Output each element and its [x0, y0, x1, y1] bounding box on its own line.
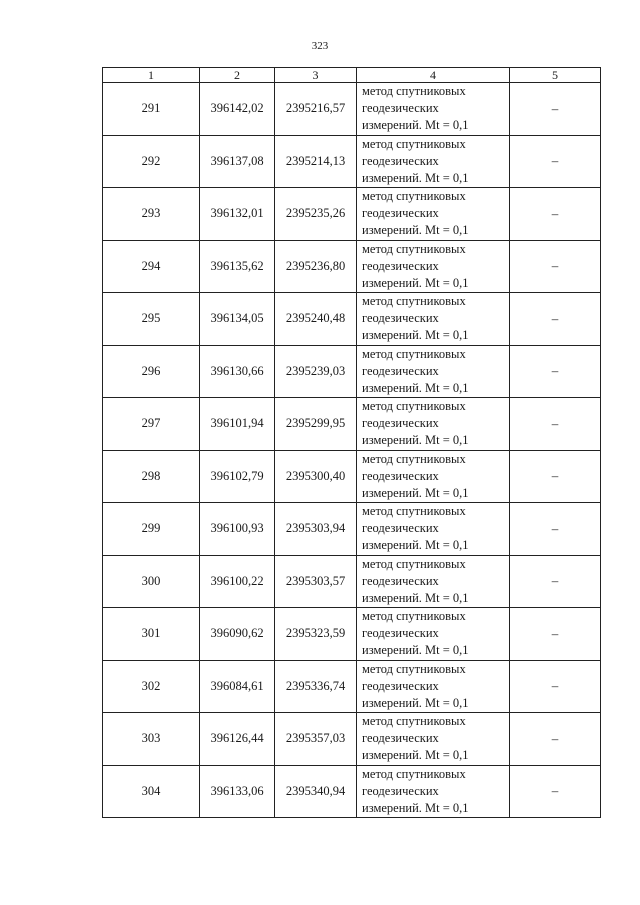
- method-line-2: геодезических: [362, 258, 439, 273]
- method-cell: [357, 608, 510, 661]
- method-line-3: измерений. Mt = 0,1: [362, 485, 469, 500]
- table-row: [103, 398, 601, 451]
- point-number-cell: 292: [103, 135, 200, 188]
- note-cell: –: [510, 713, 601, 766]
- column-header-4: 4: [357, 68, 510, 83]
- method-line-1: метод спутниковых: [362, 451, 466, 466]
- point-number-cell: 303: [103, 713, 200, 766]
- coordinates-table: [102, 67, 601, 818]
- y-coordinate-cell: 2395235,26: [275, 188, 357, 241]
- y-coordinate-cell: 2395239,03: [275, 345, 357, 398]
- x-coordinate-cell: 396084,61: [200, 660, 275, 713]
- table-row: [103, 608, 601, 661]
- method-line-1: метод спутниковых: [362, 504, 466, 519]
- x-coordinate-cell: 396134,05: [200, 293, 275, 346]
- table-row: [103, 83, 601, 136]
- method-line-2: геодезических: [362, 153, 439, 168]
- method-line-3: измерений. Mt = 0,1: [362, 380, 469, 395]
- method-line-1: метод спутниковых: [362, 136, 466, 151]
- y-coordinate-cell: 2395357,03: [275, 713, 357, 766]
- point-number-cell: 297: [103, 398, 200, 451]
- note-cell: –: [510, 660, 601, 713]
- column-header-2: 2: [200, 68, 275, 83]
- table-row: [103, 660, 601, 713]
- point-number-cell: 296: [103, 345, 200, 398]
- method-line-2: геодезических: [362, 573, 439, 588]
- method-cell: [357, 240, 510, 293]
- point-number-cell: 295: [103, 293, 200, 346]
- y-coordinate-cell: 2395303,94: [275, 503, 357, 556]
- y-coordinate-cell: 2395300,40: [275, 450, 357, 503]
- table-row: [103, 240, 601, 293]
- y-coordinate-cell: 2395340,94: [275, 765, 357, 818]
- method-line-3: измерений. Mt = 0,1: [362, 590, 469, 605]
- point-number-cell: 302: [103, 660, 200, 713]
- note-cell: –: [510, 135, 601, 188]
- x-coordinate-cell: 396090,62: [200, 608, 275, 661]
- note-cell: –: [510, 503, 601, 556]
- method-line-2: геодезических: [362, 783, 439, 798]
- column-header-3: 3: [275, 68, 357, 83]
- method-line-1: метод спутниковых: [362, 241, 466, 256]
- method-line-1: метод спутниковых: [362, 399, 466, 414]
- x-coordinate-cell: 396101,94: [200, 398, 275, 451]
- x-coordinate-cell: 396130,66: [200, 345, 275, 398]
- method-cell: [357, 660, 510, 713]
- note-cell: –: [510, 765, 601, 818]
- method-line-1: метод спутниковых: [362, 556, 466, 571]
- method-line-1: метод спутниковых: [362, 714, 466, 729]
- method-cell: [357, 765, 510, 818]
- table-row: [103, 345, 601, 398]
- y-coordinate-cell: 2395214,13: [275, 135, 357, 188]
- x-coordinate-cell: 396137,08: [200, 135, 275, 188]
- y-coordinate-cell: 2395216,57: [275, 83, 357, 136]
- page-number: 323: [311, 40, 329, 52]
- method-line-1: метод спутниковых: [362, 189, 466, 204]
- table-row: [103, 713, 601, 766]
- method-line-2: геодезических: [362, 626, 439, 641]
- note-cell: –: [510, 188, 601, 241]
- y-coordinate-cell: 2395303,57: [275, 555, 357, 608]
- method-line-2: геодезических: [362, 101, 439, 116]
- method-cell: [357, 555, 510, 608]
- method-cell: [357, 398, 510, 451]
- table-row: [103, 293, 601, 346]
- method-line-1: метод спутниковых: [362, 766, 466, 781]
- table-row: [103, 188, 601, 241]
- method-line-3: измерений. Mt = 0,1: [362, 695, 469, 710]
- method-line-3: измерений. Mt = 0,1: [362, 328, 469, 343]
- table-body: [103, 83, 601, 818]
- note-cell: –: [510, 293, 601, 346]
- note-cell: –: [510, 398, 601, 451]
- method-line-1: метод спутниковых: [362, 294, 466, 309]
- column-header-5: 5: [510, 68, 601, 83]
- method-cell: [357, 345, 510, 398]
- table-row: [103, 765, 601, 818]
- table-row: [103, 555, 601, 608]
- method-line-3: измерений. Mt = 0,1: [362, 538, 469, 553]
- point-number-cell: 299: [103, 503, 200, 556]
- method-line-1: метод спутниковых: [362, 84, 466, 99]
- method-line-2: геодезических: [362, 311, 439, 326]
- column-header-1: 1: [103, 68, 200, 83]
- method-line-1: метод спутниковых: [362, 346, 466, 361]
- y-coordinate-cell: 2395323,59: [275, 608, 357, 661]
- method-cell: [357, 188, 510, 241]
- x-coordinate-cell: 396142,02: [200, 83, 275, 136]
- method-cell: [357, 83, 510, 136]
- method-cell: [357, 293, 510, 346]
- method-line-1: метод спутниковых: [362, 661, 466, 676]
- table-header-row: [103, 68, 601, 83]
- method-line-2: геодезических: [362, 468, 439, 483]
- method-line-3: измерений. Mt = 0,1: [362, 118, 469, 133]
- method-cell: [357, 135, 510, 188]
- method-line-2: геодезических: [362, 416, 439, 431]
- y-coordinate-cell: 2395240,48: [275, 293, 357, 346]
- method-line-1: метод спутниковых: [362, 609, 466, 624]
- x-coordinate-cell: 396133,06: [200, 765, 275, 818]
- method-line-2: геодезических: [362, 206, 439, 221]
- point-number-cell: 300: [103, 555, 200, 608]
- note-cell: –: [510, 608, 601, 661]
- note-cell: –: [510, 345, 601, 398]
- point-number-cell: 304: [103, 765, 200, 818]
- method-line-3: измерений. Mt = 0,1: [362, 748, 469, 763]
- method-line-3: измерений. Mt = 0,1: [362, 800, 469, 815]
- point-number-cell: 291: [103, 83, 200, 136]
- y-coordinate-cell: 2395336,74: [275, 660, 357, 713]
- note-cell: –: [510, 450, 601, 503]
- method-line-3: измерений. Mt = 0,1: [362, 433, 469, 448]
- note-cell: –: [510, 555, 601, 608]
- y-coordinate-cell: 2395299,95: [275, 398, 357, 451]
- method-cell: [357, 503, 510, 556]
- method-line-3: измерений. Mt = 0,1: [362, 643, 469, 658]
- method-line-3: измерений. Mt = 0,1: [362, 275, 469, 290]
- point-number-cell: 298: [103, 450, 200, 503]
- method-line-3: измерений. Mt = 0,1: [362, 223, 469, 238]
- point-number-cell: 301: [103, 608, 200, 661]
- method-cell: [357, 450, 510, 503]
- x-coordinate-cell: 396135,62: [200, 240, 275, 293]
- point-number-cell: 293: [103, 188, 200, 241]
- note-cell: –: [510, 240, 601, 293]
- method-cell: [357, 713, 510, 766]
- point-number-cell: 294: [103, 240, 200, 293]
- x-coordinate-cell: 396100,22: [200, 555, 275, 608]
- x-coordinate-cell: 396102,79: [200, 450, 275, 503]
- note-cell: –: [510, 83, 601, 136]
- method-line-2: геодезических: [362, 678, 439, 693]
- table-row: [103, 450, 601, 503]
- method-line-2: геодезических: [362, 731, 439, 746]
- x-coordinate-cell: 396126,44: [200, 713, 275, 766]
- method-line-2: геодезических: [362, 363, 439, 378]
- table-row: [103, 135, 601, 188]
- table-row: [103, 503, 601, 556]
- y-coordinate-cell: 2395236,80: [275, 240, 357, 293]
- x-coordinate-cell: 396132,01: [200, 188, 275, 241]
- method-line-3: измерений. Mt = 0,1: [362, 170, 469, 185]
- x-coordinate-cell: 396100,93: [200, 503, 275, 556]
- method-line-2: геодезических: [362, 521, 439, 536]
